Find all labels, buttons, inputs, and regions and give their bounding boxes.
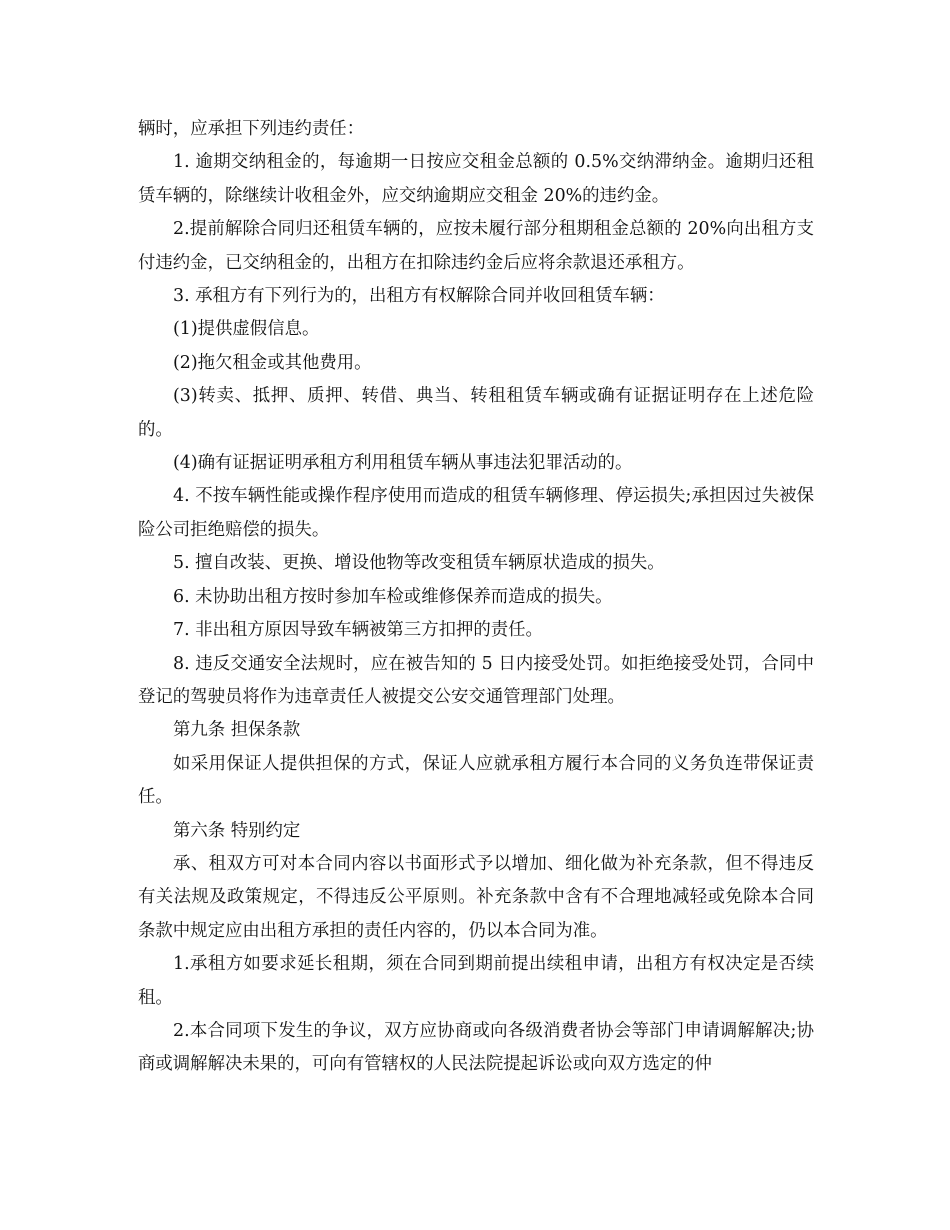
paragraph-subitem-2: (2)拖欠租金或其他费用。 xyxy=(173,352,372,373)
paragraph-subitem-1: (1)提供虚假信息。 xyxy=(173,319,320,340)
paragraph-item-3-termination-rights: 3. 承租方有下列行为的，出租方有权解除合同并收回租赁车辆： xyxy=(173,286,665,307)
section-heading-special-terms: 第六条 特别约定 xyxy=(173,820,301,841)
section-heading-guarantee: 第九条 担保条款 xyxy=(173,720,301,741)
paragraph-item-7-seizure: 7. 非出租方原因导致车辆被第三方扣押的责任。 xyxy=(173,620,543,641)
paragraph-special-terms: 承、租双方可对本合同内容以书面形式予以增加、细化做为补充条款，但不得违反有关法规及政策规定，不得违反公平原则。补充条款中含有不合理地减轻或免除本合同条款中规定应由出租方承担的责任内容的，仍以本合同为准。 xyxy=(138,853,814,941)
paragraph-item-6-inspection: 6. 未协助出租方按时参加车检或维修保养而造成的损失。 xyxy=(173,586,613,607)
document-page xyxy=(138,113,814,1082)
paragraph-item-8-traffic-violation: 8. 违反交通安全法规时，应在被告知的 5 日内接受处罚。如拒绝接受处罚，合同中登记的驾驶员将作为违章责任人被提交公安交通管理部门处理。 xyxy=(138,653,814,707)
paragraph-item-1-late-payment: 1. 逾期交纳租金的，每逾期一日按应交租金总额的 0.5%交纳滞纳金。逾期归还租赁车辆的，除继续计收租金外，应交纳逾期应交租金 20%的违约金。 xyxy=(138,152,814,206)
paragraph-subitem-3: (3)转卖、抵押、质押、转借、典当、转租租赁车辆或确有证据证明存在上述危险的。 xyxy=(138,386,814,440)
paragraph-special-item-2: 2.本合同项下发生的争议，双方应协商或向各级消费者协会等部门申请调解解决;协商或调解解决未果的，可向有管辖权的人民法院提起诉讼或向双方选定的仲 xyxy=(138,1020,814,1075)
paragraph-item-4-improper-use: 4. 不按车辆性能或操作程序使用而造成的租赁车辆修理、停运损失;承担因过失被保险公司拒绝赔偿的损失。 xyxy=(138,486,814,540)
paragraph-special-item-1: 1.承租方如要求延长租期，须在合同到期前提出续租申请，出租方有权决定是否续租。 xyxy=(138,954,814,1008)
paragraph-subitem-4: (4)确有证据证明承租方利用租赁车辆从事违法犯罪活动的。 xyxy=(173,453,633,474)
paragraph-guarantee: 如采用保证人提供担保的方式，保证人应就承租方履行本合同的义务负连带保证责任。 xyxy=(138,753,814,808)
paragraph-item-5-modification: 5. 擅自改装、更换、增设他物等改变租赁车辆原状造成的损失。 xyxy=(173,553,665,574)
paragraph-breach-intro: 辆时，应承担下列违约责任： xyxy=(138,119,365,139)
paragraph-item-2-early-termination: 2.提前解除合同归还租赁车辆的，应按未履行部分租期租金总额的 20%向出租方支付违约金，已交纳租金的，出租方在扣除违约金后应将余款退还承租方。 xyxy=(138,219,814,273)
